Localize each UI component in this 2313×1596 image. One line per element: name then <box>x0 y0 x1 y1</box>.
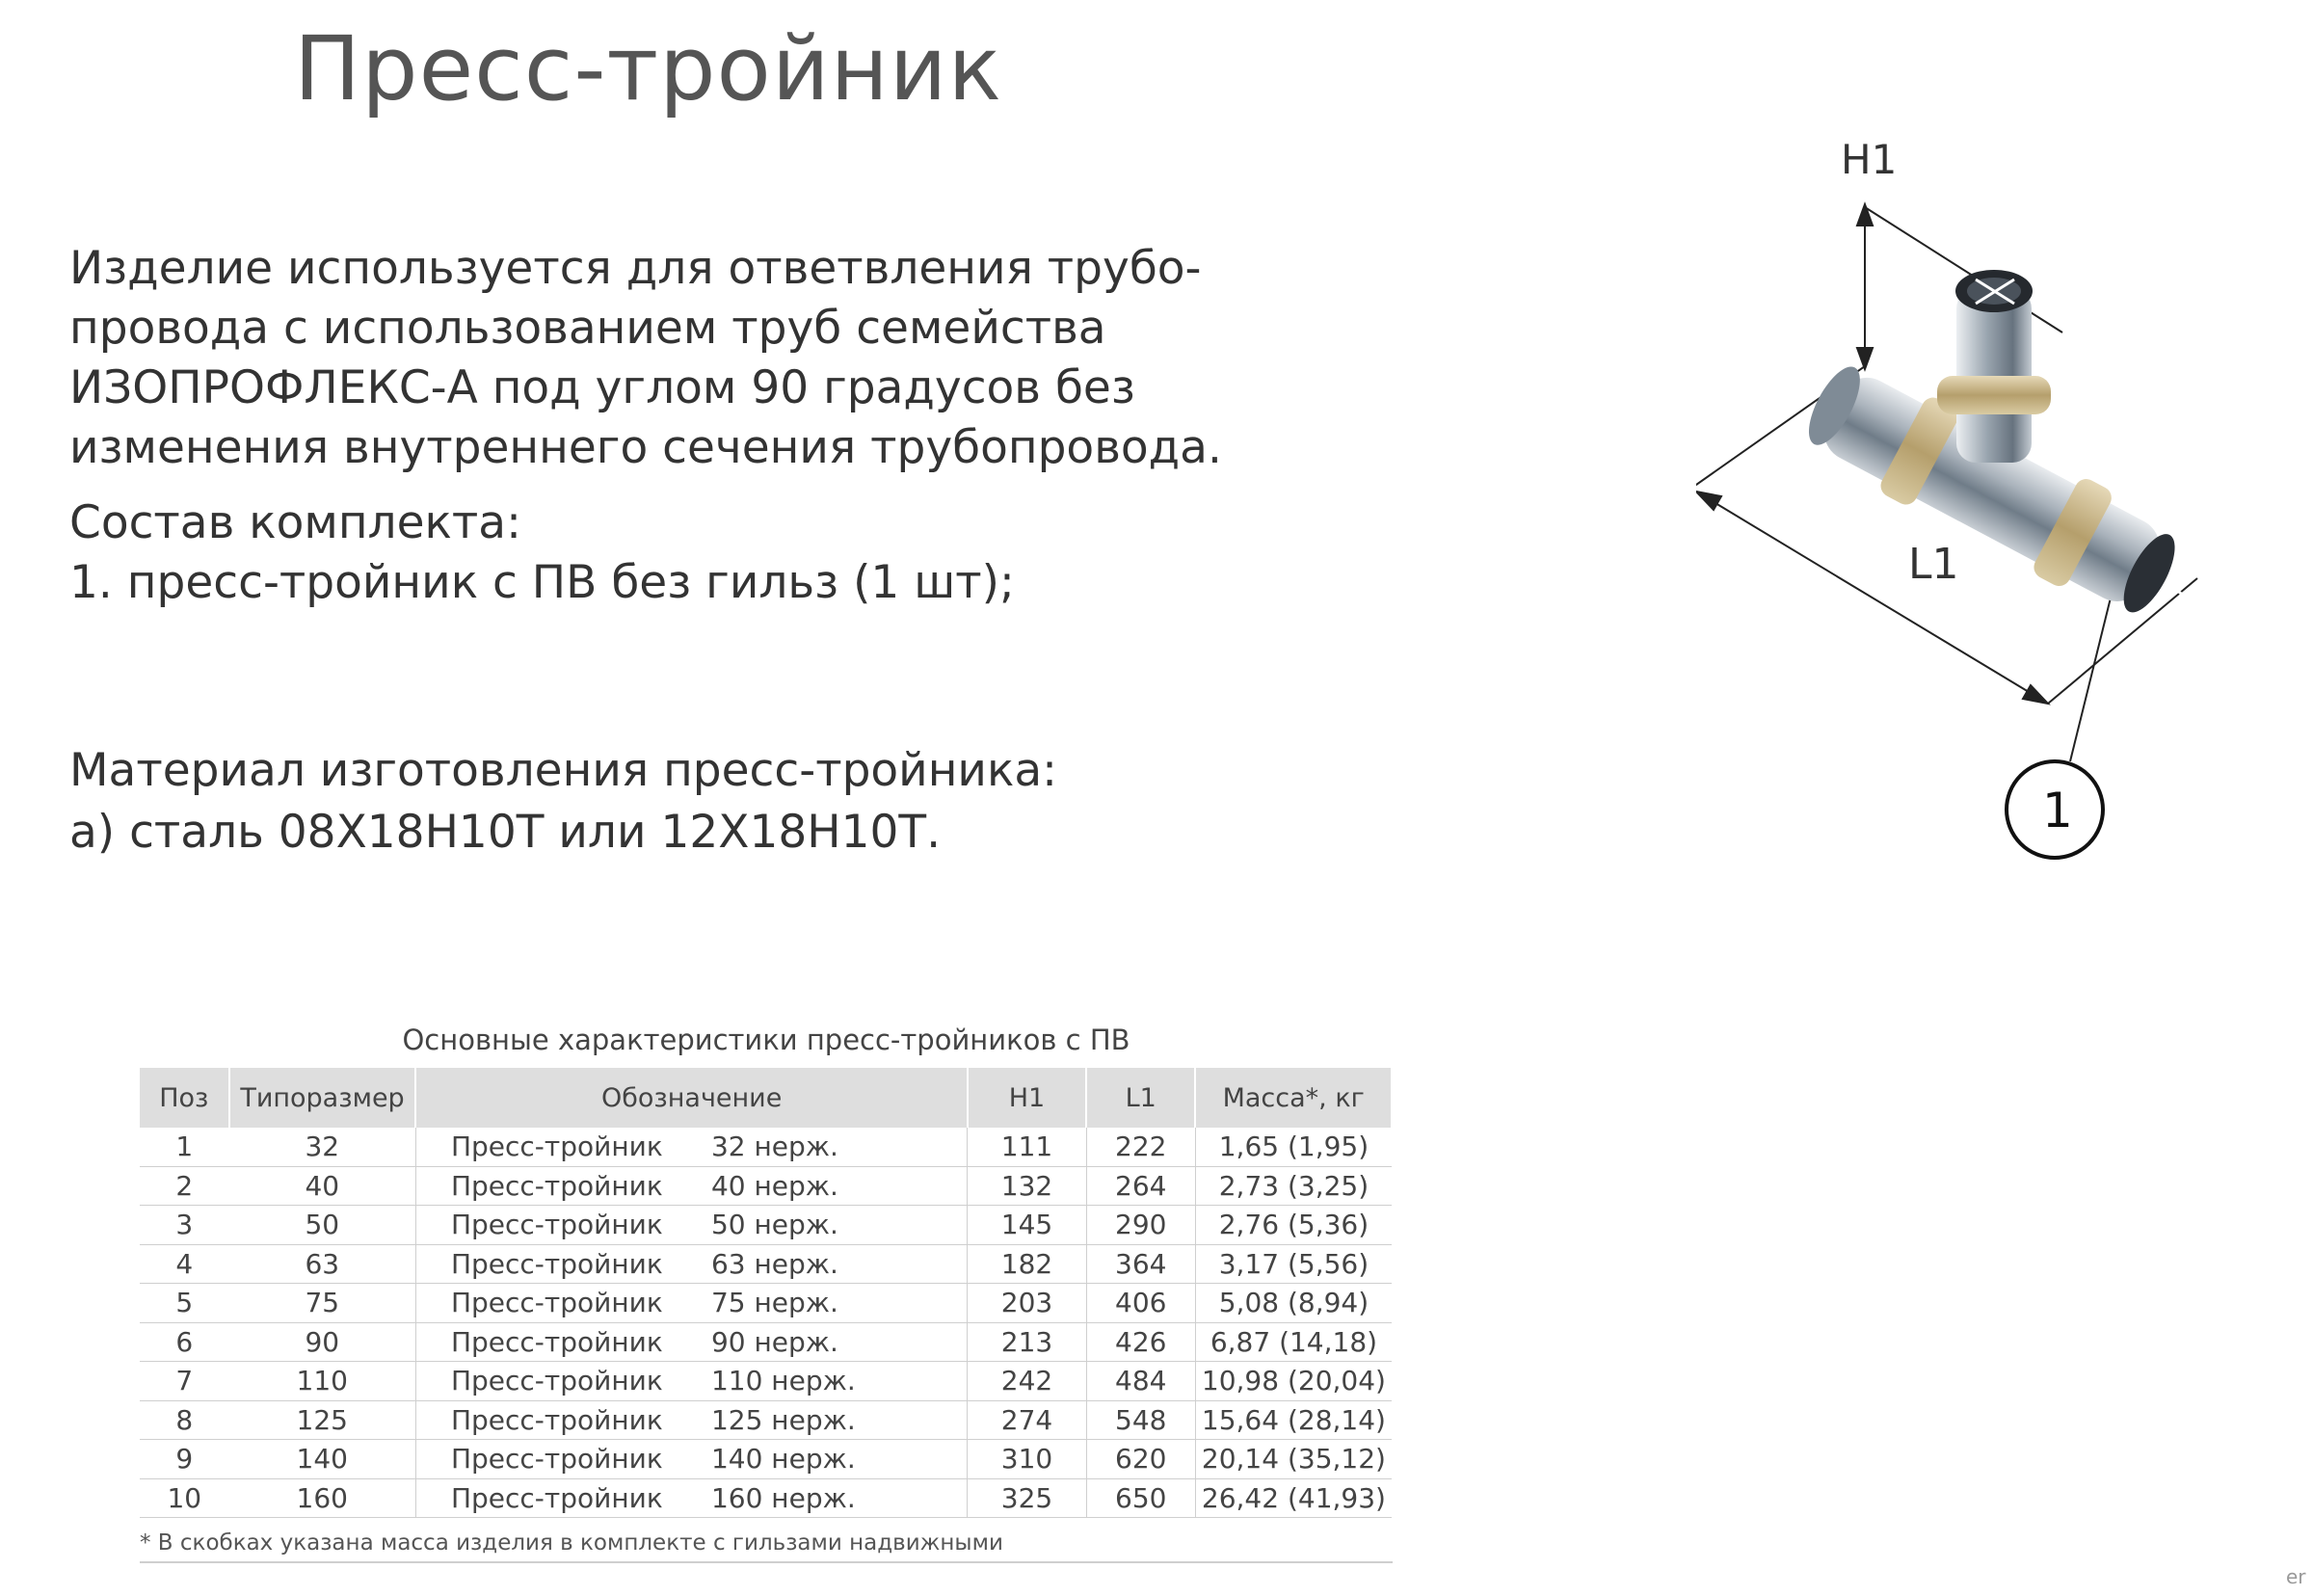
table-row <box>140 1206 1392 1245</box>
cell-size: 63 <box>229 1244 416 1284</box>
cell-l1: 426 <box>1086 1322 1195 1362</box>
cell-size: 90 <box>229 1322 416 1362</box>
table-row <box>140 1244 1392 1284</box>
cell-spec: 125 нерж. <box>710 1403 856 1436</box>
table-footnote: * В скобках указана масса изделия в комплекте с гильзами надвижными <box>140 1530 1393 1563</box>
cell-spec: 90 нерж. <box>710 1325 838 1358</box>
cell-h1: 145 <box>968 1206 1086 1245</box>
header-size: Типоразмер <box>229 1068 416 1128</box>
cell-name: Пресс-тройник <box>450 1247 663 1280</box>
cell-spec: 40 нерж. <box>710 1169 838 1202</box>
cell-size: 32 <box>229 1128 416 1166</box>
cell-mass: 15,64 (28,14) <box>1195 1400 1392 1440</box>
cell-spec: 50 нерж. <box>710 1209 838 1241</box>
cell-pos: 1 <box>140 1128 229 1166</box>
cell-size: 40 <box>229 1166 416 1206</box>
cell-pos: 6 <box>140 1322 229 1362</box>
cell-pos: 4 <box>140 1244 229 1284</box>
header-h1: H1 <box>968 1068 1086 1128</box>
cell-pos: 7 <box>140 1362 229 1401</box>
cell-l1: 650 <box>1086 1478 1195 1518</box>
cell-h1: 111 <box>968 1128 1086 1166</box>
cell-name: Пресс-тройник <box>450 1481 663 1514</box>
cell-l1: 548 <box>1086 1400 1195 1440</box>
table-row <box>140 1284 1392 1323</box>
cell-name: Пресс-тройник <box>450 1209 663 1241</box>
cell-pos: 10 <box>140 1478 229 1518</box>
description-line: Изделие используется для ответвления трубо- <box>69 242 1202 295</box>
cell-h1: 310 <box>968 1440 1086 1479</box>
cell-name: Пресс-тройник <box>450 1403 663 1436</box>
cell-designation <box>415 1166 967 1206</box>
table-row <box>140 1322 1392 1362</box>
cell-h1: 213 <box>968 1322 1086 1362</box>
cell-l1: 406 <box>1086 1284 1195 1323</box>
cell-designation <box>415 1128 967 1166</box>
spec-table <box>140 1068 1393 1518</box>
cell-mass: 2,73 (3,25) <box>1195 1166 1392 1206</box>
cell-designation <box>415 1400 967 1440</box>
cell-size: 160 <box>229 1478 416 1518</box>
cell-l1: 364 <box>1086 1244 1195 1284</box>
table-row <box>140 1362 1392 1401</box>
description-line: провода с использованием труб семейства <box>69 302 1106 355</box>
cell-size: 140 <box>229 1440 416 1479</box>
l1-label: L1 <box>1908 540 1959 589</box>
cell-name: Пресс-тройник <box>450 1365 663 1397</box>
description-line: ИЗОПРОФЛЕКС-А под углом 90 градусов без <box>69 361 1135 414</box>
material-heading: Материал изготовления пресс-тройника: <box>69 744 1058 797</box>
cell-designation <box>415 1244 967 1284</box>
cell-name: Пресс-тройник <box>450 1325 663 1358</box>
cell-size: 125 <box>229 1400 416 1440</box>
cell-spec: 160 нерж. <box>710 1481 856 1514</box>
header-l1: L1 <box>1086 1068 1195 1128</box>
cell-designation <box>415 1478 967 1518</box>
cell-pos: 8 <box>140 1400 229 1440</box>
cell-size: 110 <box>229 1362 416 1401</box>
cell-mass: 10,98 (20,04) <box>1195 1362 1392 1401</box>
cell-designation <box>415 1206 967 1245</box>
table-row <box>140 1440 1392 1479</box>
cell-spec: 110 нерж. <box>710 1365 856 1397</box>
cell-l1: 484 <box>1086 1362 1195 1401</box>
h1-label: H1 <box>1841 136 1898 183</box>
header-designation: Обозначение <box>415 1068 967 1128</box>
cell-designation <box>415 1440 967 1479</box>
cell-h1: 274 <box>968 1400 1086 1440</box>
cell-name: Пресс-тройник <box>450 1169 663 1202</box>
cell-l1: 264 <box>1086 1166 1195 1206</box>
cell-pos: 9 <box>140 1440 229 1479</box>
material-block <box>69 740 1057 864</box>
page-title: Пресс-тройник <box>294 17 1003 120</box>
cell-h1: 203 <box>968 1284 1086 1323</box>
kit-item: 1. пресс-тройник с ПВ без гильз (1 шт); <box>69 556 1015 609</box>
cell-h1: 242 <box>968 1362 1086 1401</box>
cell-h1: 325 <box>968 1478 1086 1518</box>
table-row <box>140 1166 1392 1206</box>
cell-spec: 32 нерж. <box>710 1130 838 1163</box>
cell-mass: 26,42 (41,93) <box>1195 1478 1392 1518</box>
cell-designation <box>415 1284 967 1323</box>
table-caption: Основные характеристики пресс-тройников с ПВ <box>402 1024 1130 1056</box>
corner-text: er <box>2286 1565 2306 1588</box>
cell-mass: 3,17 (5,56) <box>1195 1244 1392 1284</box>
cell-l1: 290 <box>1086 1206 1195 1245</box>
cell-mass: 5,08 (8,94) <box>1195 1284 1392 1323</box>
tee-drawing <box>1696 125 2274 877</box>
cell-h1: 132 <box>968 1166 1086 1206</box>
table-header-row <box>140 1068 1392 1128</box>
cell-l1: 620 <box>1086 1440 1195 1479</box>
material-item: а) сталь 08Х18Н10Т или 12Х18Н10Т. <box>69 806 942 859</box>
cell-size: 50 <box>229 1206 416 1245</box>
cell-mass: 6,87 (14,18) <box>1195 1322 1392 1362</box>
cell-spec: 140 нерж. <box>710 1443 856 1476</box>
header-pos: Поз <box>140 1068 229 1128</box>
cell-h1: 182 <box>968 1244 1086 1284</box>
cell-name: Пресс-тройник <box>450 1130 663 1163</box>
cell-l1: 222 <box>1086 1128 1195 1166</box>
table-row <box>140 1400 1392 1440</box>
cell-pos: 3 <box>140 1206 229 1245</box>
callout-number: 1 <box>2042 783 2073 838</box>
cell-pos: 2 <box>140 1166 229 1206</box>
cell-designation <box>415 1322 967 1362</box>
cell-spec: 63 нерж. <box>710 1247 838 1280</box>
cell-pos: 5 <box>140 1284 229 1323</box>
cell-mass: 1,65 (1,95) <box>1195 1128 1392 1166</box>
description-block <box>69 239 1264 478</box>
cell-name: Пресс-тройник <box>450 1443 663 1476</box>
cell-mass: 2,76 (5,36) <box>1195 1206 1392 1245</box>
cell-mass: 20,14 (35,12) <box>1195 1440 1392 1479</box>
cell-spec: 75 нерж. <box>710 1287 838 1319</box>
cell-name: Пресс-тройник <box>450 1287 663 1319</box>
description-line: изменения внутреннего сечения трубопровода. <box>69 421 1222 474</box>
kit-block <box>69 493 1015 613</box>
header-mass: Масса*, кг <box>1195 1068 1392 1128</box>
cell-designation <box>415 1362 967 1401</box>
table-row <box>140 1478 1392 1518</box>
kit-heading: Состав комплекта: <box>69 496 521 549</box>
cell-size: 75 <box>229 1284 416 1323</box>
table-row <box>140 1128 1392 1166</box>
